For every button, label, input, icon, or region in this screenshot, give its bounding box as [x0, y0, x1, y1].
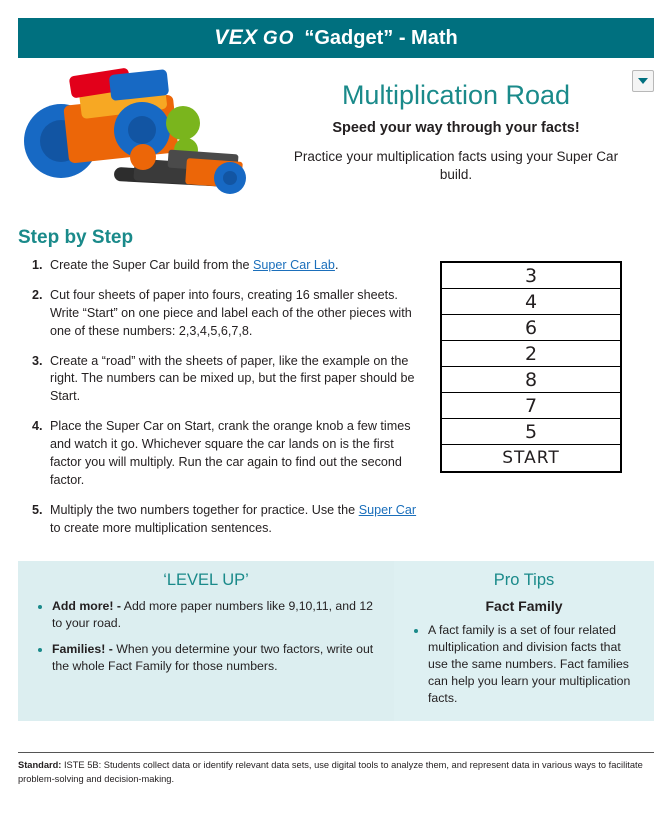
list-item: [46, 287, 418, 341]
super-car-link[interactable]: Super Car: [358, 502, 417, 517]
road-cell: 3: [442, 263, 620, 289]
hero-section: [18, 58, 654, 217]
pro-tips-subtitle: Fact Family: [485, 598, 563, 615]
pro-tips-item-text: A fact family is a set of four related multiplication and division facts that use the same numbers. Fact families can help you learn your multiplication facts.: [428, 623, 631, 706]
vex-wordmark: VEX: [214, 26, 258, 49]
road-cell: 4: [442, 289, 620, 315]
step-text-pre: Place the Super Car on Start, crank the orange knob a few times and watch it go. Whichever square the car lands on is the first factor you will multiply. Run the car again to find out the second factor.: [50, 419, 411, 487]
road-cell: 2: [442, 341, 620, 367]
step-text-pre: Create a “road” with the sheets of paper, like the example on the right. The numbers can be mixed up, but the first paper should be Start.: [50, 353, 415, 404]
multiplication-road-table: [440, 261, 622, 473]
hero-subtitle: Speed your way through your facts!: [332, 120, 580, 136]
list-item: [428, 622, 640, 707]
super-car-lab-link[interactable]: Super Car Lab: [253, 258, 335, 272]
level-up-item-bold: Families! -: [52, 642, 113, 657]
hero-description: Practice your multiplication facts using your Super Car build.: [293, 149, 619, 183]
header-bar: [18, 18, 654, 58]
steps-list: [18, 257, 418, 537]
body-row: [18, 257, 654, 549]
pro-tips-title: Pro Tips: [493, 571, 555, 590]
road-cell: 5: [442, 419, 620, 445]
list-item: [52, 598, 380, 632]
steps-heading: Step by Step: [18, 227, 134, 248]
level-up-item-bold: Add more! -: [52, 599, 121, 614]
level-up-item-text: Add more paper numbers like 9,10,11, and 12 to your road.: [52, 599, 374, 631]
list-item: [52, 641, 380, 675]
level-up-list: [32, 598, 380, 675]
step-text-pre: Multiply the two numbers together for practice. Use the: [50, 502, 359, 517]
hero-text: [258, 66, 654, 211]
steps-column: [18, 257, 418, 549]
road-column: [434, 257, 654, 549]
road-cell: 7: [442, 393, 620, 419]
list-item: [46, 502, 418, 538]
standards-footer: [18, 752, 654, 786]
road-cell: 6: [442, 315, 620, 341]
list-item: [46, 257, 418, 275]
vex-go-logo: [214, 26, 294, 50]
step-text-pre: Create the Super Car build from the: [50, 258, 254, 272]
step-text-pre: Cut four sheets of paper into fours, creating 16 smaller sheets. Write “Start” on one piece and label each of the other pieces with one of these numbers: 2,3,4,5,6,7,8.: [50, 287, 412, 338]
bottom-panels: [18, 561, 654, 721]
header-inner: [214, 26, 457, 50]
step-text-post: .: [334, 258, 339, 272]
road-cell: 8: [442, 367, 620, 393]
chevron-down-icon[interactable]: [632, 70, 654, 92]
list-item: [46, 418, 418, 490]
standard-label: Standard:: [18, 760, 62, 771]
road-cell-start: START: [502, 448, 560, 468]
level-up-item-text: When you determine your two factors, write out the whole Fact Family for those numbers.: [52, 642, 374, 674]
page-title: Multiplication Road: [341, 80, 571, 110]
header-title: “Gadget” - Math: [304, 26, 458, 49]
pro-tips-panel: [394, 561, 654, 721]
pro-tips-list: [408, 622, 640, 707]
go-wordmark: GO: [262, 28, 295, 49]
chevron-down-glyph: [638, 78, 648, 84]
list-item: [46, 353, 418, 407]
level-up-title: ‘LEVEL UP’: [163, 571, 249, 590]
super-car-build-image: [18, 66, 258, 211]
step-text-post: to create more multiplication sentences.: [50, 520, 272, 535]
robot-illustration: [18, 66, 258, 211]
standard-text: ISTE 5B: Students collect data or identify relevant data sets, use digital tools to analyze them, and represent data in various ways to facilitate problem-solving and decision-making.: [18, 760, 643, 784]
level-up-panel: [18, 561, 394, 721]
